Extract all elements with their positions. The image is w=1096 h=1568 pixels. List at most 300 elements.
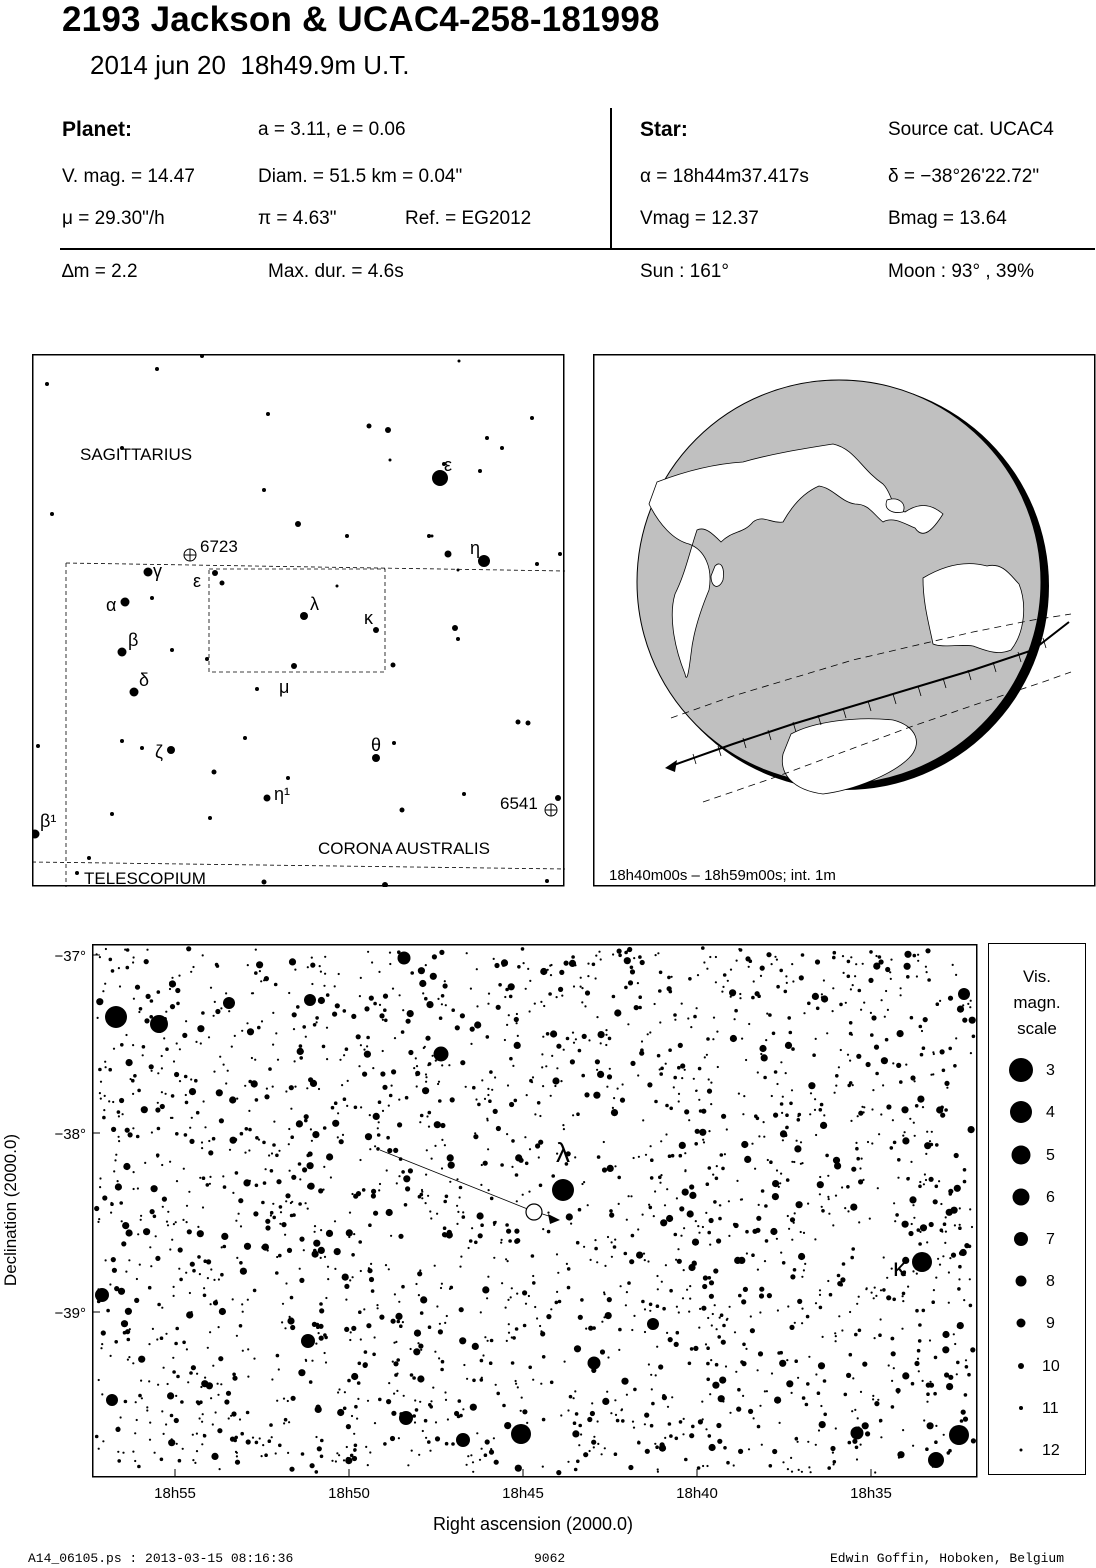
chart-star [536,1317,538,1319]
chart-star [331,1106,335,1110]
star-label-kappa: κ [364,608,373,628]
chart-star [487,1340,489,1342]
chart-star [429,1405,433,1409]
chart-star [878,1333,882,1337]
chart-star [161,1067,163,1069]
chart-star [222,1175,224,1177]
chart-star [244,1243,251,1250]
chart-star [618,1328,622,1332]
chart-star [888,1364,890,1366]
chart-star [310,1128,312,1130]
chart-star [230,1137,237,1144]
chart-star [423,1047,425,1049]
chart-star [171,977,173,979]
chart-star [644,1308,646,1310]
chart-star [219,1118,224,1123]
chart-star [835,1085,837,1087]
chart-star [210,1397,212,1399]
chart-star [432,1387,434,1389]
chart-star [331,1460,333,1462]
chart-star [638,955,642,959]
chart-star [425,1036,430,1041]
chart-star [165,1047,169,1051]
chart-star [315,1343,317,1345]
chart-star [408,1168,413,1173]
chart-star [152,1328,154,1330]
chart-star [310,1463,315,1468]
chart-star [909,1196,916,1203]
chart-star [316,1021,318,1023]
chart-star [871,1292,873,1294]
chart-star [612,953,614,955]
chart-star [633,1157,635,1159]
chart-star [701,1401,703,1403]
chart-star [689,1298,691,1300]
chart-star [110,1212,112,1214]
chart-star [693,1262,697,1266]
chart-star [696,1007,698,1009]
chart-star [290,1214,294,1218]
chart-star [847,1054,849,1056]
chart-star [523,1324,527,1328]
chart-star [708,1276,712,1280]
chart-star [559,970,564,975]
chart-star [900,994,902,996]
chart-star [203,1287,205,1289]
chart-star [157,990,161,994]
chart-star [702,1226,704,1228]
chart-star [784,990,788,994]
chart-star [272,1203,274,1205]
chart-star [817,1181,824,1188]
chart-star [360,1106,362,1108]
chart-star [637,982,639,984]
chart-star [847,975,851,979]
chart-star [342,1134,344,1136]
chart-star [458,1399,462,1403]
chart-star [701,1306,706,1311]
chart-star [343,1054,345,1056]
chart-star [798,1113,802,1117]
chart-star [960,1419,964,1423]
chart-star [517,1035,519,1037]
chart-star [539,1115,541,1117]
chart-star [614,1239,616,1241]
chart-star [170,1414,174,1418]
planet-diam: Diam. = 51.5 km = 0.04" [258,166,463,187]
chart-star [248,1149,250,1151]
chart-star [618,1349,620,1351]
chart-star [247,1348,249,1350]
chart-star [534,1003,536,1005]
chart-star [658,989,662,993]
chart-star [319,965,321,967]
chart-star [436,1213,438,1215]
chart-star [276,1179,281,1184]
chart-star [451,1442,455,1446]
chart-star [236,1455,238,1457]
chart-star [353,1194,358,1199]
chart-star [574,1390,576,1392]
chart-star [745,956,750,961]
chart-star [721,1167,725,1171]
chart-star [837,1274,841,1278]
chart-star [208,1036,210,1038]
chart-star [459,1307,464,1312]
chart-star [637,1228,639,1230]
chart-star [796,1140,798,1142]
chart-star [926,1241,928,1243]
chart-star [874,1045,879,1050]
chart-star [665,1104,669,1108]
chart-star [944,1108,948,1112]
chart-star [165,1093,167,1095]
chart-star [699,1308,701,1310]
chart-star [422,992,424,994]
chart-star [673,1086,675,1088]
star-label-epsilon-sgr: ε [444,455,453,475]
chart-star [163,1367,165,1369]
planet-orbit: a = 3.11, e = 0.06 [258,119,406,140]
chart-star [564,961,569,966]
chart-star [728,1235,730,1237]
chart-star [799,975,804,980]
chart-star [865,1288,867,1290]
chart-star [667,1406,669,1408]
chart-star [554,1085,556,1087]
chart-star [310,1080,317,1087]
chart-star [871,1142,873,1144]
chart-star [280,1211,282,1213]
chart-star [271,1152,273,1154]
chart-star [307,1162,314,1169]
chart-star [225,1082,227,1084]
chart-star [369,1114,371,1116]
star-label-beta1: β¹ [40,811,57,831]
chart-star [880,1113,882,1115]
chart-star [415,1283,417,1285]
chart-star [894,1220,896,1222]
chart-star [480,1223,484,1227]
chart-star [578,1208,582,1212]
chart-star [212,1365,214,1367]
chart-star [668,1422,672,1426]
chart-star [460,1013,465,1018]
chart-star [407,1010,414,1017]
chart-star [151,1131,153,1133]
event-date: 2014 jun 20 [90,50,226,80]
chart-star [673,1076,677,1080]
chart-star [472,1471,474,1473]
chart-star [517,1386,519,1388]
chart-star [305,1202,307,1204]
chart-star [820,1103,824,1107]
chart-star [366,1036,370,1040]
chart-star [175,1132,179,1136]
chart-star [802,1396,806,1400]
chart-star [248,1110,250,1112]
chart-star [738,1093,740,1095]
chart-star [769,1464,773,1468]
chart-star [909,1118,911,1120]
chart-star [678,1100,680,1102]
chart-star [506,1024,508,1026]
chart-star [367,1464,369,1466]
chart-star [121,1220,123,1222]
chart-star [776,1169,778,1171]
chart-star [379,1183,381,1185]
chart-star [908,1231,913,1236]
chart-star [621,1378,628,1385]
chart-star [260,980,262,982]
chart-star [934,1440,938,1444]
chart-star [698,1099,700,1101]
chart-star [823,979,825,981]
chart-star [377,1133,381,1137]
chart-star [710,1103,712,1105]
chart-star [337,1112,339,1114]
chart-star [405,1186,410,1191]
chart-star [904,1131,906,1133]
chart-star [175,1327,179,1331]
chart-star [854,1409,856,1411]
chart-star [942,1255,944,1257]
chart-star [425,1073,427,1075]
chart-star [157,1127,161,1131]
chart-star [634,1005,639,1010]
chart-star [608,1037,612,1041]
chart-star [819,1176,821,1178]
chart-star [401,1030,405,1034]
chart-star [743,1095,745,1097]
chart-star [234,1436,238,1440]
chart-star [757,1269,759,1271]
chart-star [765,1239,769,1243]
chart-star [841,1186,843,1188]
chart-star [505,1258,507,1260]
chart-star [390,1436,395,1441]
chart-star [490,1339,494,1343]
chart-star [587,963,589,965]
chart-star [456,1223,458,1225]
chart-star [151,1070,153,1072]
chart-star [801,1322,803,1324]
chart-star [235,1460,240,1465]
chart-star [848,1441,852,1445]
chart-star [383,994,388,999]
chart-star [821,1206,823,1208]
chart-star [875,955,877,957]
chart-star [785,1042,792,1049]
chart-star [282,1303,284,1305]
chart-star [630,966,634,970]
chart-star [372,1067,374,1069]
globe-caption: 18h40m00s – 18h59m00s; int. 1m [609,867,836,884]
chart-star [173,1286,175,1288]
chart-star [200,1042,202,1044]
chart-star [804,1263,806,1265]
chart-star [738,1294,742,1298]
chart-star [363,1308,365,1310]
chart-star [247,1299,249,1301]
chart-star [446,1315,448,1317]
star-label-delta: δ [139,670,150,690]
chart-star [383,1442,387,1446]
chart-star [101,1393,103,1395]
chart-star [926,1392,930,1396]
chart-star [534,1306,536,1308]
chart-star [902,1135,904,1137]
chart-star [919,1181,921,1183]
chart-star [155,1235,157,1237]
chart-star [861,1158,863,1160]
chart-star [597,1443,599,1445]
chart-star [779,1182,781,1184]
chart-star [101,1330,106,1335]
chart-star [958,1278,960,1280]
chart-star [825,1154,829,1158]
chart-star [708,1166,712,1170]
chart-star [144,1162,146,1164]
chart-star [438,1099,442,1103]
chart-star [927,1422,934,1429]
chart-star [275,1032,277,1034]
chart-star [914,1361,919,1366]
chart-star [709,1244,711,1246]
chart-star [892,1298,896,1302]
chart-star [926,1401,928,1403]
chart-star [426,1115,428,1117]
chart-star [428,1325,432,1329]
chart-star [346,1229,353,1236]
chart-star [138,1394,142,1398]
chart-star [698,1327,700,1329]
chart-star [466,1464,468,1466]
sun-elongation: Sun : 161° [640,261,729,282]
chart-star [128,1132,133,1137]
chart-star [434,1265,436,1267]
chart-star [654,1443,656,1445]
max-duration: Max. dur. = 4.6s [268,261,404,282]
chart-star [546,1032,550,1036]
chart-star [874,1337,876,1339]
chart-star [96,998,103,1005]
chart-star [913,1122,915,1124]
chart-star [661,1281,663,1283]
chart-star [436,1305,438,1307]
chart-star [626,1291,628,1293]
chart-star [946,1087,948,1089]
chart-star [272,1086,274,1088]
chart-star [155,1107,160,1112]
chart-star [349,1212,351,1214]
chart-star [858,1329,862,1333]
chart-star [860,1009,862,1011]
chart-star [823,1379,827,1383]
chart-star [271,1378,273,1380]
chart-star [273,1121,275,1123]
chart-star [98,1068,102,1072]
chart-star [420,1114,424,1118]
chart-star [757,1071,759,1073]
chart-star [302,1025,306,1029]
chart-star [782,1096,784,1098]
object-6723: 6723 [200,537,238,556]
chart-star [694,1142,698,1146]
chart-star [261,1455,263,1457]
chart-star [391,1069,396,1074]
star-source: Source cat. UCAC4 [888,119,1054,140]
chart-star [889,971,891,973]
chart-star [209,1331,211,1333]
chart-star [284,1327,286,1329]
chart-star [148,1286,152,1290]
chart-star [891,1380,893,1382]
chart-star [693,1015,697,1019]
chart-star [574,1345,581,1352]
chart-star [199,1417,201,1419]
chart-star [701,1109,706,1114]
chart-star [707,1231,711,1235]
chart-star [285,1090,287,1092]
chart-star [923,1419,925,1421]
chart-star [949,1257,951,1259]
chart-star [847,960,851,964]
chart-star [240,1225,242,1227]
chart-star [173,1060,175,1062]
chart-star [683,1418,685,1420]
chart-star [862,1422,869,1429]
chart-star [678,1093,680,1095]
chart-star [119,1098,124,1103]
chart-star [885,1038,889,1042]
chart-star [382,1019,384,1021]
chart-star [459,1337,466,1344]
chart-star [540,1383,542,1385]
chart-star [575,1038,577,1040]
chart-star [859,1167,861,1169]
chart-star [728,1200,730,1202]
chart-star [703,1141,705,1143]
chart-star [130,1078,132,1080]
chart-star [323,1333,327,1337]
chart-star [807,1203,809,1205]
chart-star [182,1033,187,1038]
chart-star [917,1096,924,1103]
chart-star [971,1226,973,1228]
chart-star [849,1021,853,1025]
chart-star [490,1197,494,1201]
chart-star [122,1452,124,1454]
chart-star [441,1167,443,1169]
chart-star [716,1328,718,1330]
chart-star [887,1009,889,1011]
chart-star [99,1177,101,1179]
chart-star [858,1296,860,1298]
chart-star [290,1296,294,1300]
chart-star [493,1257,495,1259]
chart-star [133,1171,135,1173]
chart-star [934,1356,938,1360]
chart-star [506,1229,511,1234]
chart-star [143,1228,150,1235]
chart-star [378,1100,382,1104]
chart-star [425,1202,427,1204]
chart-star [486,1035,490,1039]
chart-star [933,1199,938,1204]
chart-star [346,1105,348,1107]
chart-star [574,1156,576,1158]
